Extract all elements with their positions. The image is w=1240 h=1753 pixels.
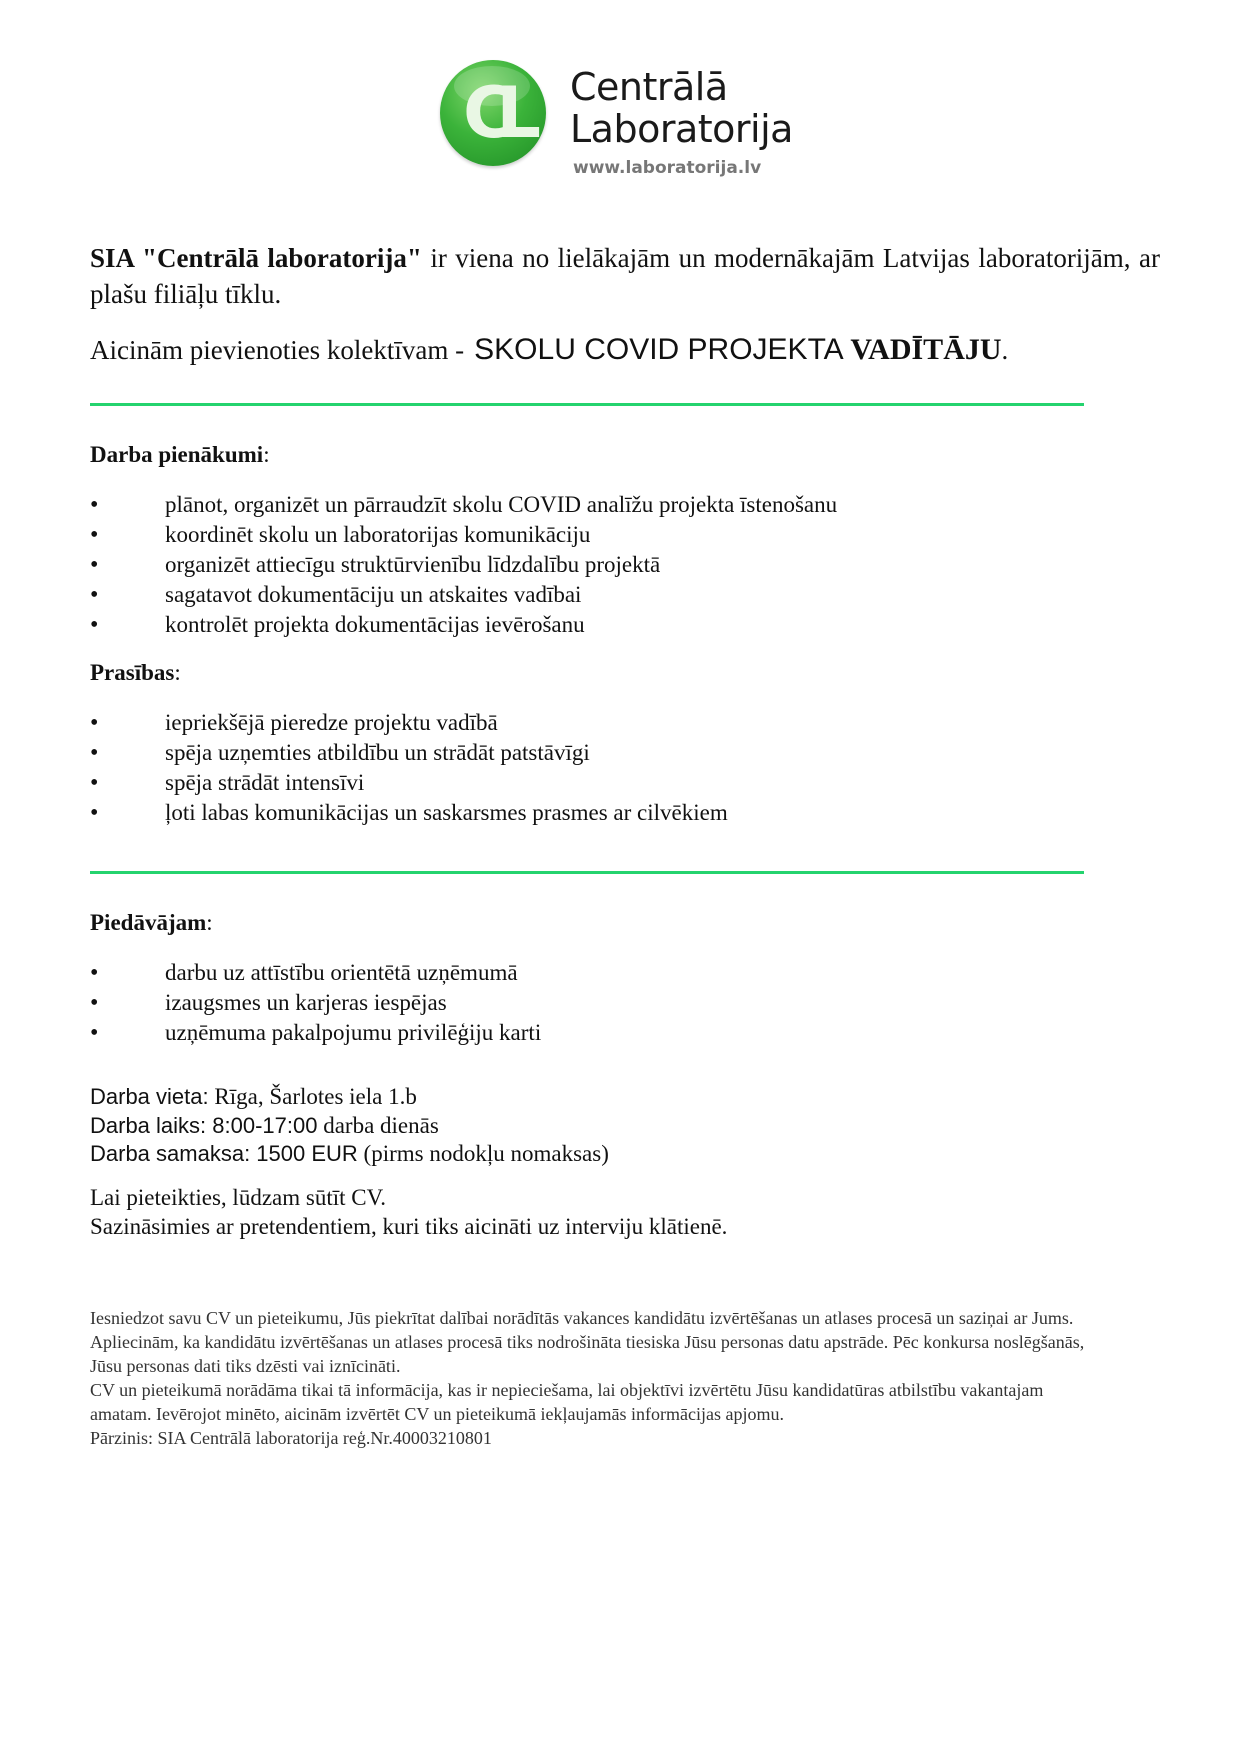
position-title-plain: SKOLU COVID PROJEKTA — [474, 333, 843, 366]
privacy-paragraph-3: CV un pieteikumā norādāma tikai tā informācija, kas ir nepieciešama, lai objektīvi izvērtētu Jūsu kandidatūras atbilstību vakantajam amatam. Ievērojot minēto, aicinām izvērtēt CV un pieteikumā iekļaujamās informācijas apjomu. — [90, 1380, 1044, 1424]
logo-badge-icon — [440, 60, 546, 166]
logo-name-line2: Laboratorija — [570, 107, 793, 151]
apply-line-1: Lai pieteikties, lūdzam sūtīt CV. — [90, 1185, 386, 1210]
company-logo — [440, 58, 810, 188]
list-item: • plānot, organizēt un pārraudzīt skolu COVID analīžu projekta īstenošanu — [90, 490, 1160, 520]
list-item: • spēja uzņemties atbildību un strādāt patstāvīgi — [90, 738, 1160, 768]
intro-text: ir viena no lielākajām un modernākajām Latvijas laboratorijām, ar plašu filiāļu tīklu. — [90, 243, 1160, 309]
position-title — [474, 333, 1001, 366]
invite-lead: Aicinām pievienoties kolektīvam - — [90, 335, 465, 365]
invite-end: . — [1001, 335, 1009, 365]
job-invitation — [90, 332, 1160, 368]
duties-section — [90, 440, 1160, 640]
apply-instructions — [90, 1184, 1160, 1241]
logo-url: www.laboratorija.lv — [573, 158, 762, 178]
requirements-section — [90, 658, 1160, 828]
data-controller: Pārzinis: SIA Centrālā laboratorija reģ.Nr.40003210801 — [90, 1428, 492, 1448]
list-item: • ļoti labas komunikācijas un saskarsmes prasmes ar cilvēkiem — [90, 798, 1160, 828]
work-salary-label: Darba samaksa: 1500 EUR — [90, 1141, 358, 1166]
requirements-title: Prasības — [90, 660, 175, 685]
list-item: • iepriekšējā pieredze projektu vadībā — [90, 708, 1160, 738]
duties-colon: : — [263, 442, 270, 467]
offer-colon: : — [206, 910, 213, 935]
offer-title: Piedāvājam — [90, 910, 207, 935]
duties-list — [90, 490, 1160, 640]
work-location-value: Rīga, Šarlotes iela 1.b — [214, 1084, 417, 1109]
work-location — [90, 1083, 1160, 1112]
work-hours-value: darba dienās — [323, 1112, 439, 1138]
privacy-paragraph-2: Apliecinām, ka kandidātu izvērtēšanas un atlases procesā tiks nodrošināta tiesiska Jūsu personas datu apstrāde. Pēc konkursa noslēgšanās, Jūsu personas dati tiks dzēsti vai iznīcināti. — [90, 1332, 1085, 1376]
intro-paragraph — [90, 240, 1160, 312]
apply-line-2: Sazināsimies ar pretendentiem, kuri tiks aicināti uz interviju klātienē. — [90, 1213, 728, 1239]
list-item: • spēja strādāt intensīvi — [90, 768, 1160, 798]
list-item: • organizēt attiecīgu struktūrvienību līdzdalību projektā — [90, 550, 1160, 580]
logo-name-line1: Centrālā — [570, 65, 728, 109]
offer-section — [90, 908, 1160, 1048]
work-salary-value: (pirms nodokļu nomaksas) — [363, 1141, 609, 1166]
list-item: • izaugsmes un karjeras iespējas — [90, 988, 1160, 1018]
work-hours-label: Darba laiks: 8:00-17:00 — [90, 1112, 318, 1138]
position-title-bold: VADĪTĀJU — [850, 333, 1002, 366]
list-item: • darbu uz attīstību orientētā uzņēmumā — [90, 958, 1160, 988]
offer-list — [90, 958, 1160, 1048]
section-divider — [90, 403, 1084, 406]
list-item: • koordinēt skolu un laboratorijas komunikāciju — [90, 520, 1160, 550]
privacy-paragraph-1: Iesniedzot savu CV un pieteikumu, Jūs piekrītat dalībai norādītās vakances kandidātu izvērtēšanas un atlases procesā un saziņai ar Jums. — [90, 1308, 1074, 1328]
duties-title: Darba pienākumi — [90, 442, 264, 467]
requirements-list — [90, 708, 1160, 828]
privacy-notice — [90, 1306, 1090, 1450]
list-item: • uzņēmuma pakalpojumu privilēģiju karti — [90, 1018, 1160, 1048]
logo-wordmark — [570, 66, 793, 150]
requirements-heading — [90, 658, 1160, 688]
job-details — [90, 1083, 1160, 1169]
work-salary — [90, 1140, 1160, 1169]
section-divider — [90, 871, 1084, 874]
offer-heading — [90, 908, 1160, 938]
requirements-colon: : — [174, 660, 181, 685]
list-item: • kontrolēt projekta dokumentācijas ievērošanu — [90, 610, 1160, 640]
duties-heading — [90, 440, 1160, 470]
logo-monogram: CL — [463, 72, 523, 154]
company-name: SIA "Centrālā laboratorija" — [90, 243, 422, 273]
work-hours — [90, 1112, 1160, 1141]
list-item: • sagatavot dokumentāciju un atskaites vadībai — [90, 580, 1160, 610]
work-location-label: Darba vieta: — [90, 1084, 209, 1109]
